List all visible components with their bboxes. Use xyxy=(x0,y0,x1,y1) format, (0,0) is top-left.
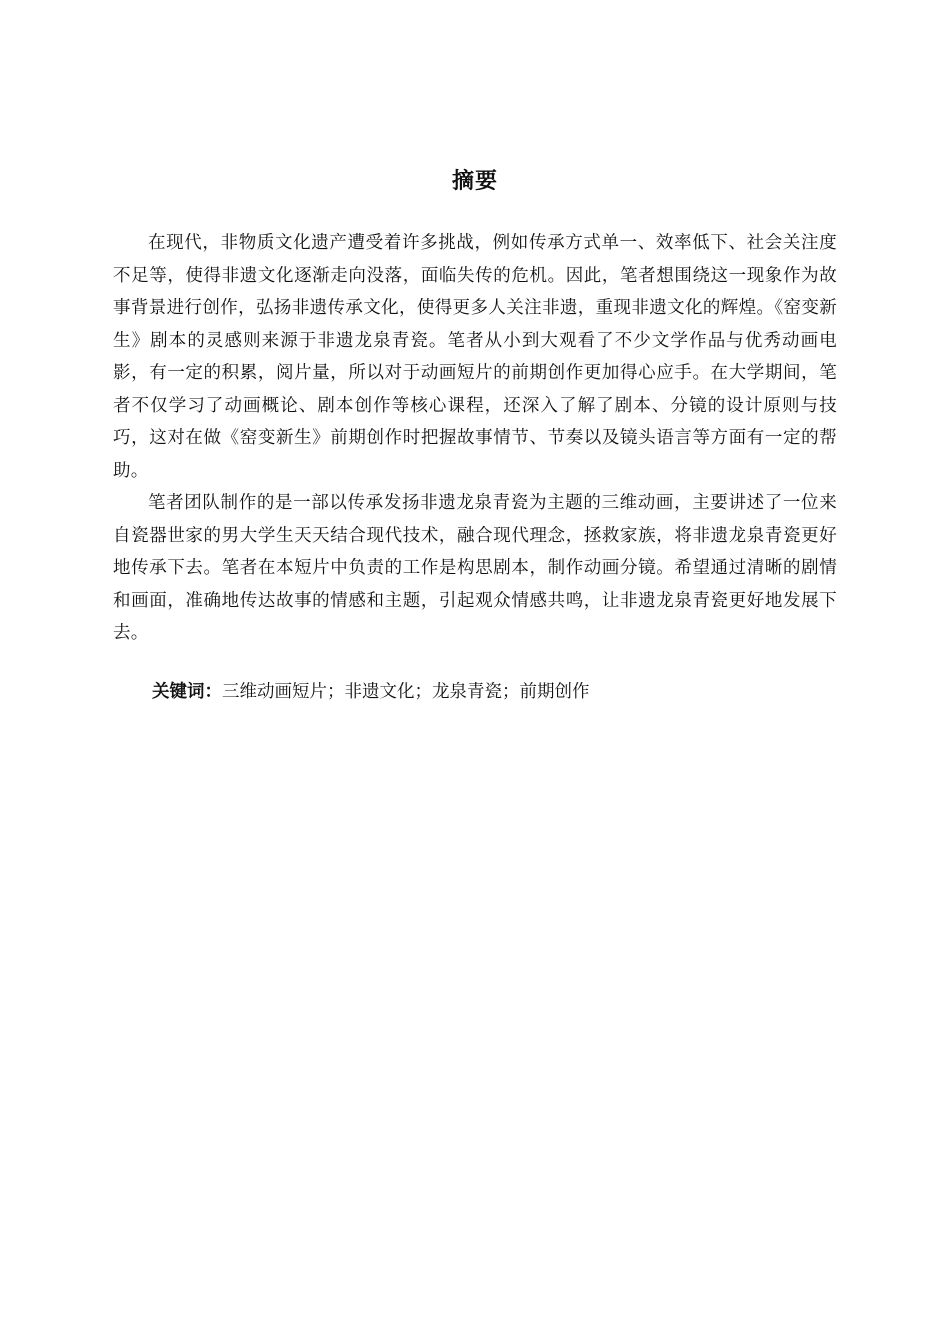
keywords-label: 关键词： xyxy=(152,682,222,702)
abstract-title: 摘要 xyxy=(451,169,498,194)
abstract-paragraph-1: 在现代，非物质文化遗产遭受着许多挑战，例如传承方式单一、效率低下、社会关注度不足等，使得非遗文化逐渐走向没落，面临失传的危机。因此，笔者想围绕这一现象作为故事背景进行创作，弘扬非遗传承文化，使得更多人关注非遗，重现非遗文化的辉煌。《窑变新生》剧本的灵感则来源于非遗龙泉青瓷。笔者从小到大观看了不少文学作品与优秀动画电影，有一定的积累，阅片量，所以对于动画短片的前期创作更加得心应手。在大学期间，笔者不仅学习了动画概论、剧本创作等核心课程，还深入了解了剧本、分镜的设计原则与技巧，这对在做《窑变新生》前期创作时把握故事情节、节奏以及镜头语言等方面有一定的帮助。 xyxy=(113,233,837,481)
keywords-text: 三维动画短片；非遗文化；龙泉青瓷；前期创作 xyxy=(222,682,590,702)
abstract-paragraph-2: 笔者团队制作的是一部以传承发扬非遗龙泉青瓷为主题的三维动画，主要讲述了一位来自瓷器世家的男大学生天天结合现代技术，融合现代理念，拯救家族，将非遗龙泉青瓷更好地传承下去。笔者在本短片中负责的工作是构思剧本，制作动画分镜。希望通过清晰的剧情和画面，准确地传达故事的情感和主题，引起观众情感共鸣，让非遗龙泉青瓷更好地发展下去。 xyxy=(113,493,837,643)
abstract-body xyxy=(113,227,837,650)
keywords-line xyxy=(152,676,590,708)
